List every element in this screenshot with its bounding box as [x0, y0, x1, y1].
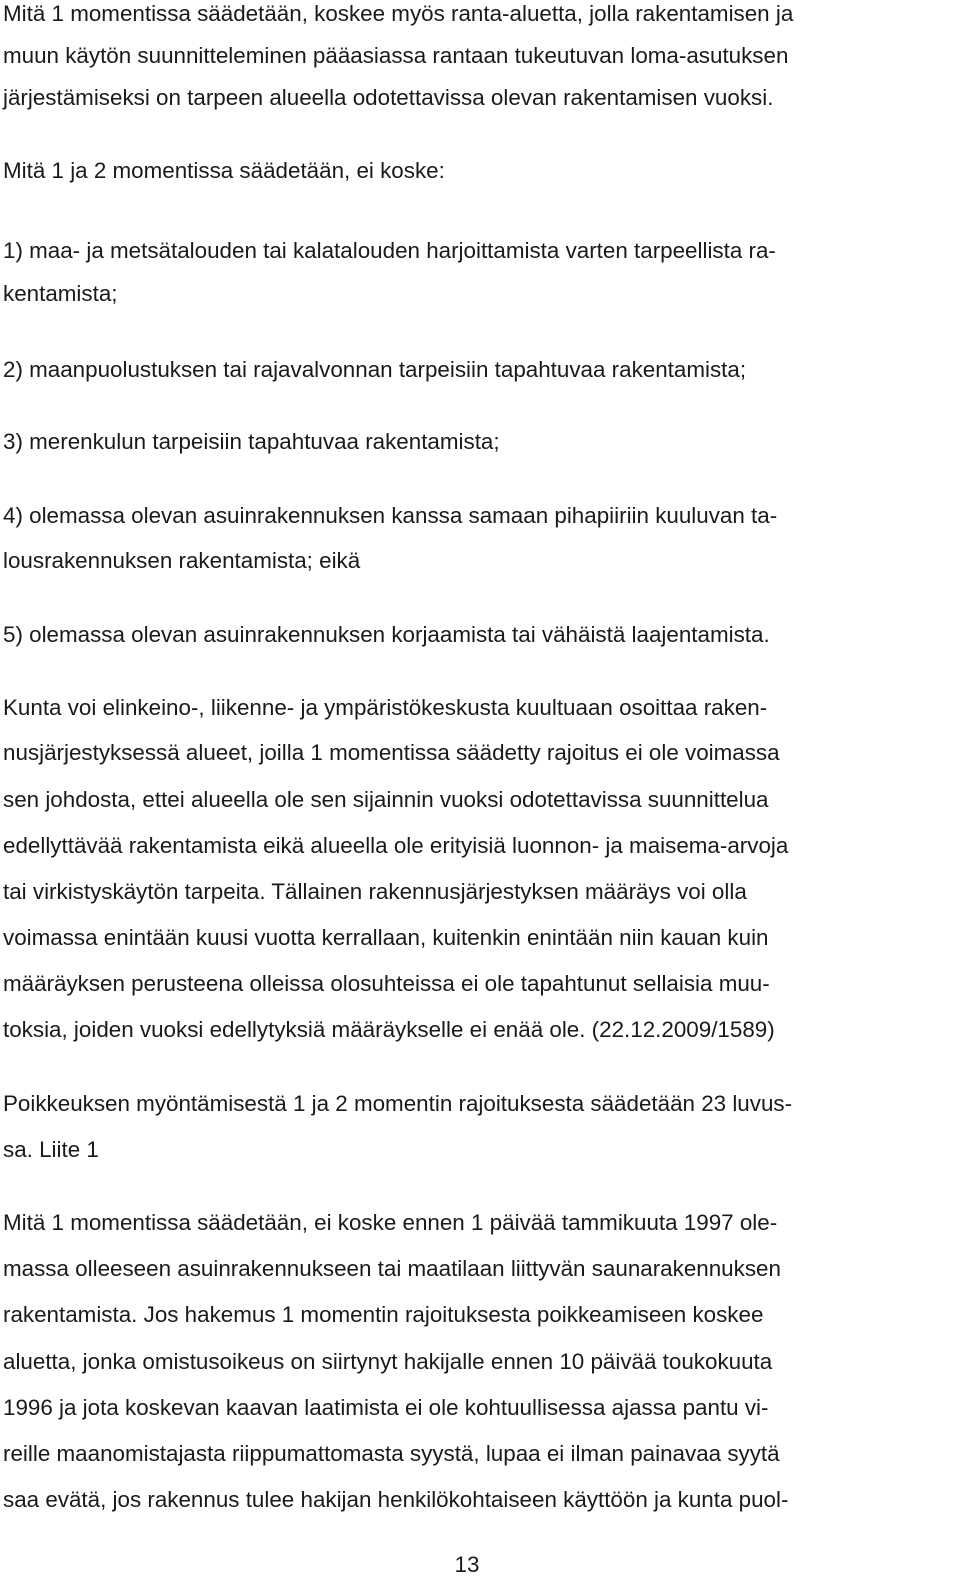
- text-line: määräyksen perusteena olleissa olosuhteissa ei ole tapahtunut sellaisia muu-: [3, 971, 770, 996]
- text-line: reille maanomistajasta riippumattomasta syystä, lupaa ei ilman painavaa syytä: [3, 1441, 780, 1466]
- text-line: 4) olemassa olevan asuinrakennuksen kanssa samaan pihapiiriin kuuluvan ta-: [3, 503, 778, 528]
- text-line: järjestämiseksi on tarpeen alueella odotettavissa olevan rakentamisen vuoksi.: [3, 85, 774, 110]
- text-line: saa evätä, jos rakennus tulee hakijan henkilökohtaiseen käyttöön ja kunta puol-: [3, 1487, 789, 1512]
- text-line: Poikkeuksen myöntämisestä 1 ja 2 momentin rajoituksesta säädetään 23 luvus-: [3, 1091, 793, 1116]
- text-line: muun käytön suunnitteleminen pääasiassa rantaan tukeutuvan loma-asutuksen: [3, 43, 789, 68]
- text-line: sa. Liite 1: [3, 1137, 99, 1162]
- page-number: 13: [454, 1552, 480, 1577]
- text-line: edellyttävää rakentamista eikä alueella ole erityisiä luonnon- ja maisema-arvoja: [3, 833, 789, 858]
- text-line: rakentamista. Jos hakemus 1 momentin rajoituksesta poikkeamiseen koskee: [3, 1302, 764, 1327]
- text-line: nusjärjestyksessä alueet, joilla 1 momentissa säädetty rajoitus ei ole voimassa: [3, 740, 780, 765]
- text-line: Mitä 1 ja 2 momentissa säädetään, ei koske:: [3, 158, 445, 183]
- text-line: Kunta voi elinkeino-, liikenne- ja ympäristökeskusta kuultuaan osoittaa raken-: [3, 695, 768, 720]
- text-line: 2) maanpuolustuksen tai rajavalvonnan tarpeisiin tapahtuvaa rakentamista;: [3, 357, 747, 382]
- text-line: 1) maa- ja metsätalouden tai kalatalouden harjoittamista varten tarpeellista ra-: [3, 238, 776, 263]
- text-line: 1996 ja jota koskevan kaavan laatimista ei ole kohtuullisessa ajassa pantu vi-: [3, 1395, 769, 1420]
- text-line: lousrakennuksen rakentamista; eikä: [3, 548, 361, 573]
- text-line: Mitä 1 momentissa säädetään, ei koske ennen 1 päivää tammikuuta 1997 ole-: [3, 1210, 778, 1235]
- text-line: 5) olemassa olevan asuinrakennuksen korjaamista tai vähäistä laajentamista.: [3, 622, 770, 647]
- text-line: sen johdosta, ettei alueella ole sen sijainnin vuoksi odotettavissa suunnittelua: [3, 787, 769, 812]
- text-line: voimassa enintään kuusi vuotta kerrallaan, kuitenkin enintään niin kauan kuin: [3, 925, 769, 950]
- text-line: aluetta, jonka omistusoikeus on siirtynyt hakijalle ennen 10 päivää toukokuuta: [3, 1349, 773, 1374]
- text-line: Mitä 1 momentissa säädetään, koskee myös ranta-aluetta, jolla rakentamisen ja: [3, 1, 794, 26]
- text-line: massa olleeseen asuinrakennukseen tai maatilaan liittyvän saunarakennuksen: [3, 1256, 781, 1281]
- text-line: toksia, joiden vuoksi edellytyksiä määräykselle ei enää ole. (22.12.2009/1589): [3, 1017, 775, 1042]
- text-line: tai virkistyskäytön tarpeita. Tällainen rakennusjärjestyksen määräys voi olla: [3, 879, 747, 904]
- text-line: kentamista;: [3, 281, 118, 306]
- text-line: 3) merenkulun tarpeisiin tapahtuvaa rakentamista;: [3, 429, 500, 454]
